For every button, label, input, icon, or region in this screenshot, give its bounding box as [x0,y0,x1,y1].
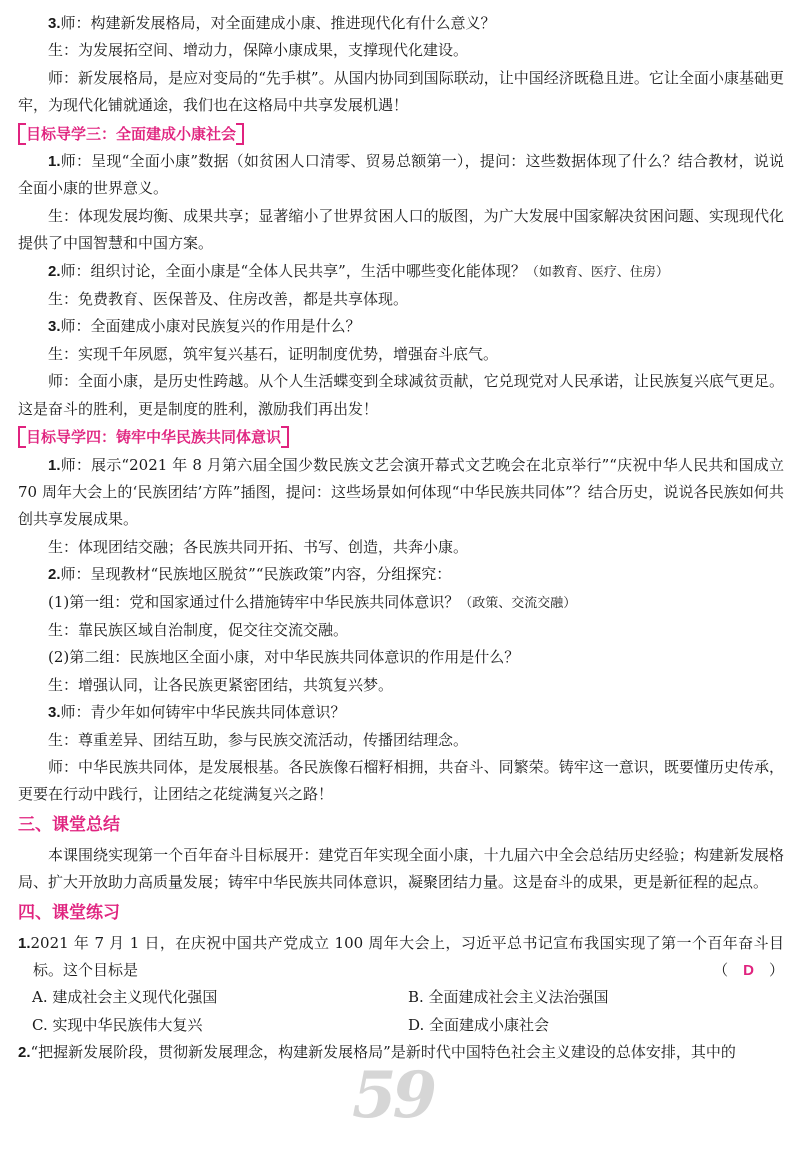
options-grid [18,984,784,1039]
answer-letter: D [743,962,754,979]
teacher-question [18,561,784,588]
option-b: B. 全面建成社会主义法治强国 [408,988,609,1007]
student-answer: 生：体现团结交融；各民族共同开拓、书写、创造，共奔小康。 [48,537,469,556]
option-a: A. 建成社会主义现代化强国 [32,988,218,1007]
group-question [18,589,784,617]
page-number: 59 [352,1058,434,1133]
student-answer: 生：尊重差异、团结互助，参与民族交流活动，传播团结理念。 [48,730,469,749]
goal-heading-3: 目标导学三：全面建成小康社会 [18,123,244,145]
teacher-question [18,313,784,340]
section-heading-practice: 四、课堂练习 [18,902,120,923]
question-text: 师：青少年如何铸牢中华民族共同体意识？ [60,703,346,722]
teacher-question [18,258,784,286]
question-number: 3. [48,704,61,722]
lesson-summary: 本课围绕实现第一个百年奋斗目标展开：建党百年实现全面小康，十九届六中全会总结历史经验；构建新发展格局、扩大开放助力高质量发展；铸牢中华民族共同体意识，凝聚团结力量。这是奋斗的成果，更是新征程的起点。 [18,845,784,892]
question-number: 1. [48,456,61,474]
question-number: 2. [48,566,61,584]
question-number: 2. [48,262,61,280]
goal-heading-4: 目标导学四：铸牢中华民族共同体意识 [18,426,289,448]
teacher-question [18,699,784,726]
question-number: 2. [18,1044,31,1062]
teacher-question [18,452,784,534]
student-answer: 生：靠民族区域自治制度，促交往交流交融。 [48,620,349,639]
question-text: 师：呈现“全面小康”数据（如贫困人口清零、贸易总额第一），提问：这些数据体现了什么？结合教材，说说全面小康的世界意义。 [18,152,784,198]
option-d: D. 全面建成小康社会 [408,1015,550,1034]
teacher-summary: 师：全面小康，是历史性跨越。从个人生活蝶变到全球减贫贡献，它兑现党对人民承诺，让民族复兴底气更足。这是奋斗的胜利，更是制度的胜利，激励我们再出发！ [18,372,784,418]
teacher-summary: 师：新发展格局，是应对变局的“先手棋”。从国内协同到国际联动，让中国经济既稳且进。它让全面小康基础更牢，为现代化铺就通途，我们也在这格局中共享发展机遇！ [18,68,784,115]
student-answer: 生：体现发展均衡、成果共享；显著缩小了世界贫困人口的版图，为广大发展中国家解决贫困问题、实现现代化提供了中国智慧和中国方案。 [18,206,784,253]
student-answer: 生：为发展拓空间、增动力，保障小康成果，支撑现代化建设。 [48,41,469,60]
question-number: 1. [18,934,31,952]
question-text: 2021 年 7 月 1 日，在庆祝中国共产党成立 100 周年大会上，习近平总书记宣布我国实现了第一个百年奋斗目标。这个目标是 [30,933,784,979]
question-text: “把握新发展阶段，贯彻新发展理念，构建新发展格局”是新时代中国特色社会主义建设的总体安排，其中的 [30,1043,736,1062]
answer-bracket: （ D ） [713,961,784,979]
question-hint: （政策、交流交融） [459,595,577,611]
student-answer: 生：实现千年夙愿，筑牢复兴基石，证明制度优势，增强奋斗底气。 [48,344,499,363]
teacher-question [18,148,784,203]
question-text: (1)第一组：党和国家通过什么措施铸牢中华民族共同体意识？ [48,592,460,611]
question-text: 师：构建新发展格局，对全面建成小康、推进现代化有什么意义？ [60,14,496,32]
question-text: 师：展示“2021 年 8 月第六届全国少数民族文艺会演开幕式文艺晚会在北京举行”“庆祝中华人民共和国成立 70 周年大会上的‘民族团结’方阵”插图，提问：这些场景如何体现“中华民族共同体”？结合历史，说说各民族如何共创共享发展成果。 [18,455,784,529]
question-number: 3. [48,318,61,336]
teacher-question [18,10,784,37]
question-number: 3. [48,15,61,32]
section-heading-summary: 三、课堂总结 [18,814,120,835]
question-number: 1. [48,153,61,171]
question-text: 师：组织讨论，全面小康是“全体人民共享”，生活中哪些变化能体现？ [60,261,526,280]
question-text: 师：呈现教材“民族地区脱贫”“民族政策”内容，分组探究： [60,565,452,584]
practice-question-2 [18,1039,784,1066]
page-content [18,10,784,1067]
student-answer: 生：免费教育、医保普及、住房改善，都是共享体现。 [48,290,409,309]
group-question: (2)第二组：民族地区全面小康，对中华民族共同体意识的作用是什么？ [48,648,520,667]
student-answer: 生：增强认同，让各民族更紧密团结，共筑复兴梦。 [48,675,394,694]
practice-question-1 [18,930,784,985]
question-hint: （如教育、医疗、住房） [525,264,669,280]
option-c: C. 实现中华民族伟大复兴 [32,1015,203,1034]
question-text: 师：全面建成小康对民族复兴的作用是什么？ [60,317,361,336]
teacher-summary: 师：中华民族共同体，是发展根基。各民族像石榴籽相拥，共奋斗、同繁荣。铸牢这一意识，既要懂历史传承，更要在行动中践行，让团结之花绽满复兴之路！ [18,757,784,804]
